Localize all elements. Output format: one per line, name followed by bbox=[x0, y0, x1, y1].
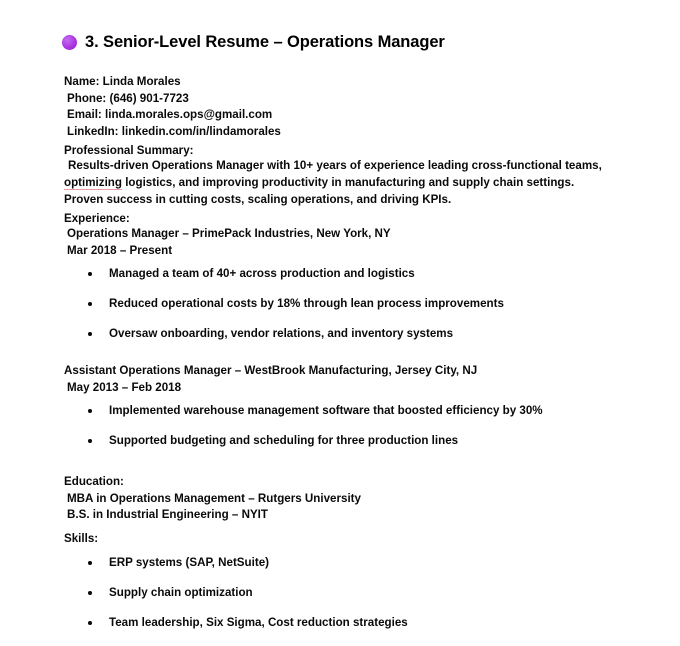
skills-bullet-list bbox=[85, 556, 408, 646]
job-date-line: May 2013 – Feb 2018 bbox=[67, 380, 182, 394]
education-line-2: B.S. in Industrial Engineering – NYIT bbox=[67, 508, 268, 521]
education-line-1: MBA in Operations Management – Rutgers University bbox=[67, 491, 361, 505]
job-title-line: Operations Manager – PrimePack Industries, New York, NY bbox=[67, 227, 391, 240]
purple-circle-icon bbox=[62, 35, 77, 50]
bullet-icon bbox=[88, 272, 92, 276]
summary-text-part-2: logistics, and improving productivity in manufacturing and supply chain settings. Proven success in cutting costs, scaling operations, and driving KPIs. bbox=[64, 175, 575, 206]
contact-name: Name: Linda Morales bbox=[64, 75, 181, 88]
document-heading bbox=[62, 34, 445, 51]
list-item bbox=[85, 297, 504, 311]
list-item-text: Implemented warehouse management software that boosted efficiency by 30% bbox=[109, 404, 543, 417]
list-item-text: Managed a team of 40+ across production and logistics bbox=[109, 267, 415, 280]
list-item-text: ERP systems (SAP, NetSuite) bbox=[109, 556, 270, 569]
bullet-icon bbox=[88, 561, 92, 565]
list-item-text: Team leadership, Six Sigma, Cost reduction strategies bbox=[109, 616, 408, 629]
experience-entry-2 bbox=[64, 363, 477, 396]
experience-1-bullet-list bbox=[85, 267, 504, 357]
contact-block bbox=[64, 74, 281, 140]
list-item-text: Oversaw onboarding, vendor relations, and inventory systems bbox=[109, 327, 454, 340]
bullet-icon bbox=[88, 302, 92, 306]
bullet-icon bbox=[88, 591, 92, 595]
job-title-line: Assistant Operations Manager – WestBrook Manufacturing, Jersey City, NJ bbox=[64, 364, 478, 377]
education-label: Education: bbox=[64, 475, 124, 488]
bullet-icon bbox=[88, 409, 92, 413]
contact-email: Email: linda.morales.ops@gmail.com bbox=[67, 108, 273, 121]
experience-label: Experience: bbox=[64, 212, 130, 225]
experience-2-bullet-list bbox=[85, 404, 543, 464]
list-item bbox=[85, 434, 543, 448]
skills-label: Skills: bbox=[64, 532, 99, 545]
page-title: 3. Senior-Level Resume – Operations Manager bbox=[85, 33, 445, 51]
list-item bbox=[85, 586, 408, 600]
summary-label: Professional Summary: bbox=[64, 144, 194, 157]
bullet-icon bbox=[88, 621, 92, 625]
list-item bbox=[85, 616, 408, 630]
list-item bbox=[85, 327, 504, 341]
job-date-line: Mar 2018 – Present bbox=[67, 243, 173, 257]
list-item bbox=[85, 556, 408, 570]
list-item bbox=[85, 404, 543, 418]
contact-phone: Phone: (646) 901-7723 bbox=[67, 91, 189, 105]
summary-paragraph bbox=[64, 158, 609, 208]
list-item-text: Supported budgeting and scheduling for three production lines bbox=[109, 434, 459, 447]
misspelled-word: optimizing bbox=[64, 175, 122, 189]
contact-linkedin: LinkedIn: linkedin.com/in/lindamorales bbox=[67, 124, 281, 138]
experience-entry-1 bbox=[64, 226, 391, 259]
list-item bbox=[85, 267, 504, 281]
list-item-text: Reduced operational costs by 18% through lean process improvements bbox=[109, 297, 504, 310]
education-block bbox=[64, 474, 361, 524]
list-item-text: Supply chain optimization bbox=[109, 586, 253, 599]
summary-text-part-1: Results-driven Operations Manager with 10+ years of experience leading cross-functional teams, bbox=[68, 159, 602, 172]
bullet-icon bbox=[88, 439, 92, 443]
bullet-icon bbox=[88, 332, 92, 336]
